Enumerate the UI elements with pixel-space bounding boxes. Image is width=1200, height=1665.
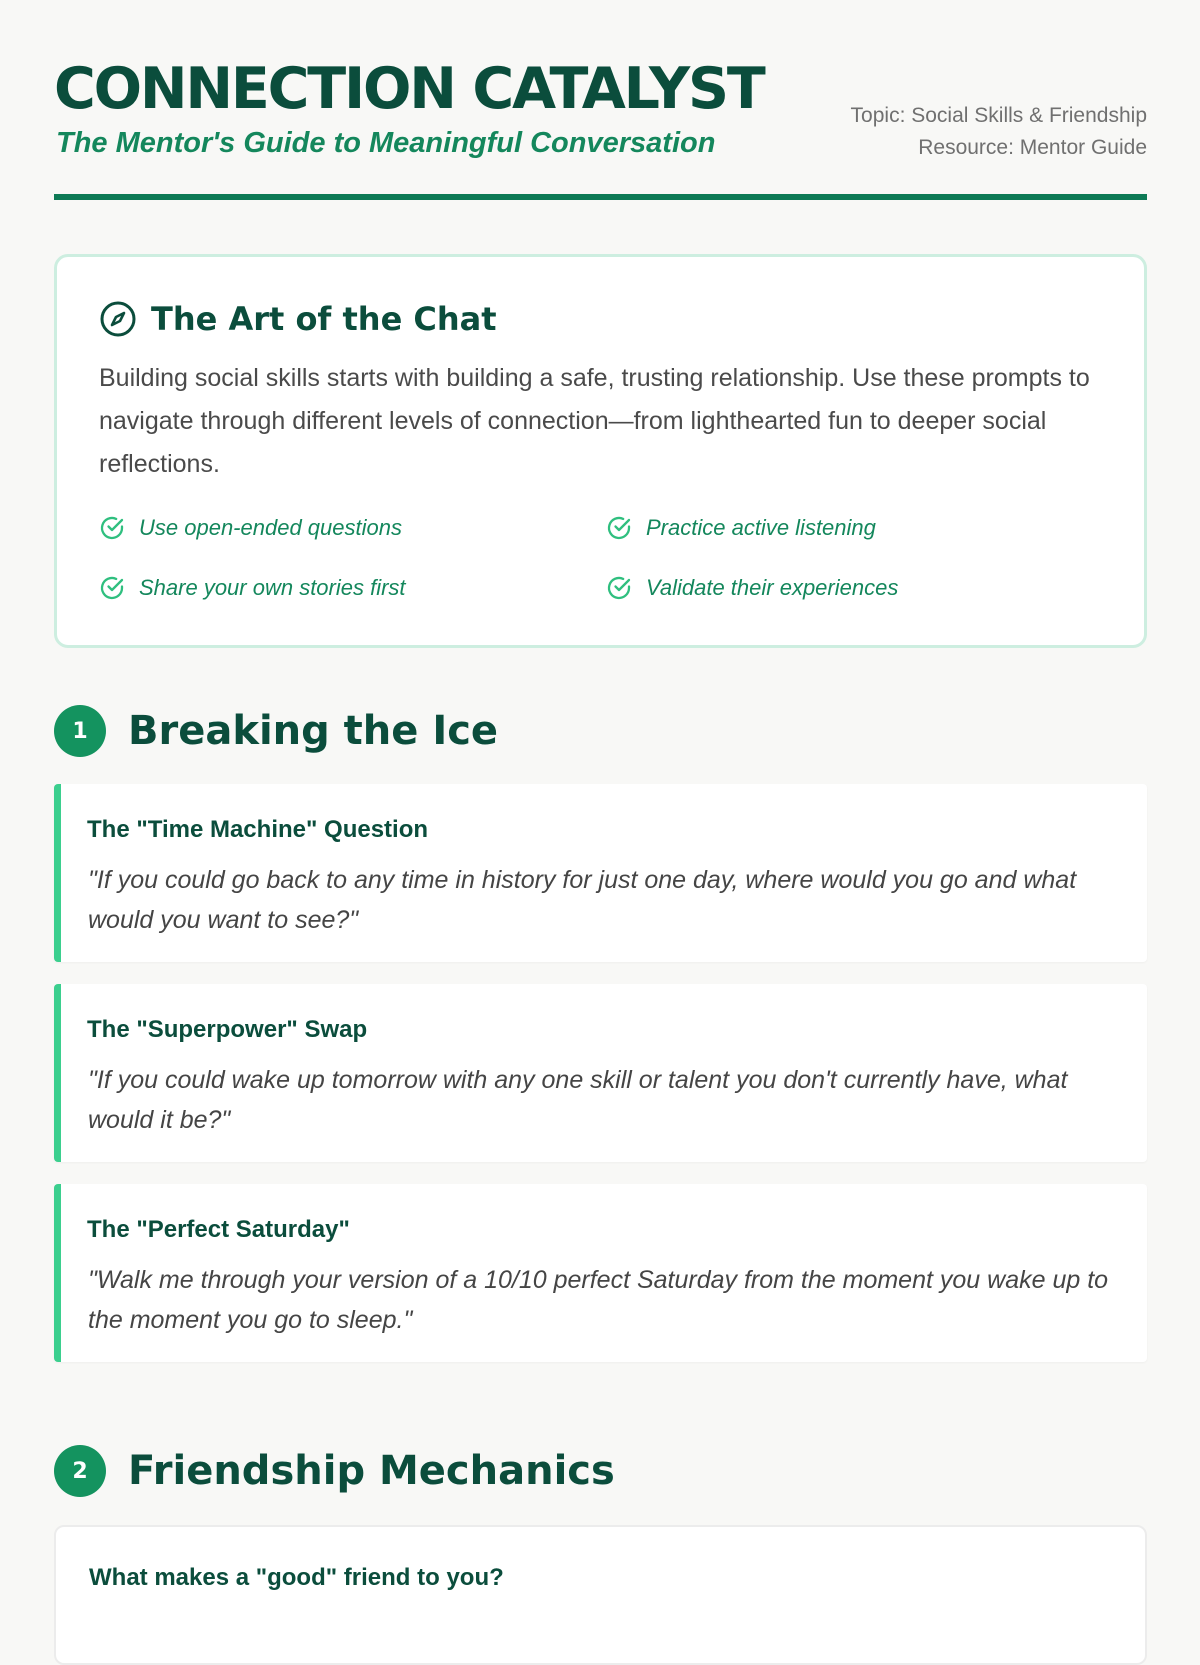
prompt-title: The "Time Machine" Question xyxy=(87,816,429,843)
tip-item xyxy=(99,573,406,603)
tip-item xyxy=(606,573,898,603)
section-heading-friendship-mechanics xyxy=(54,1444,615,1498)
check-circle-icon xyxy=(99,515,125,541)
intro-body: Building social skills starts with building a safe, trusting relationship. Use these prompts to navigate through different levels of connection—from lighthearted fun to deeper social reflections. xyxy=(99,364,1090,478)
prompt-card-perfect-saturday xyxy=(54,1184,1147,1362)
header-divider xyxy=(54,194,1147,200)
prompt-quote: "Walk me through your version of a 10/10 perfect Saturday from the moment you wake up to the moment you go to sleep." xyxy=(88,1266,1109,1334)
section-number-badge: 1 xyxy=(54,705,106,757)
check-circle-icon xyxy=(606,575,632,601)
page-title: CONNECTION CATALYST xyxy=(54,56,764,122)
section-title: Friendship Mechanics xyxy=(128,1448,615,1494)
intro-title: The Art of the Chat xyxy=(151,300,497,338)
topic-label: Topic: Social Skills & Friendship xyxy=(850,104,1147,127)
tip-label: Use open-ended questions xyxy=(139,515,402,540)
check-circle-icon xyxy=(99,575,125,601)
tip-label: Practice active listening xyxy=(646,515,876,540)
prompt-card-time-machine xyxy=(54,784,1147,962)
check-circle-icon xyxy=(606,515,632,541)
prompt-card-superpower xyxy=(54,984,1147,1162)
resource-label: Resource: Mentor Guide xyxy=(918,136,1147,159)
prompt-quote: "If you could wake up tomorrow with any one skill or talent you don't currently have, what would it be?" xyxy=(88,1066,1068,1134)
tip-label: Validate their experiences xyxy=(646,575,899,600)
intro-card xyxy=(54,254,1147,648)
section-heading-breaking-the-ice xyxy=(54,704,498,758)
compass-icon xyxy=(99,300,137,338)
tip-label: Share your own stories first xyxy=(139,575,406,600)
prompt-title: The "Superpower" Swap xyxy=(87,1016,368,1043)
tip-item xyxy=(99,513,402,543)
prompt-title: The "Perfect Saturday" xyxy=(87,1216,350,1243)
page-header xyxy=(54,58,1147,202)
page-subtitle: The Mentor's Guide to Meaningful Conversation xyxy=(56,127,716,159)
prompt-card-good-friend xyxy=(54,1525,1147,1665)
section-title: Breaking the Ice xyxy=(128,708,499,754)
page-meta xyxy=(851,100,1147,164)
prompt-quote: "If you could go back to any time in history for just one day, where would you go and what would you want to see?" xyxy=(88,866,1077,934)
section-number-badge: 2 xyxy=(54,1445,106,1497)
prompt-title: What makes a "good" friend to you? xyxy=(89,1564,504,1591)
tip-item xyxy=(606,513,876,543)
intro-title-row xyxy=(99,299,497,339)
